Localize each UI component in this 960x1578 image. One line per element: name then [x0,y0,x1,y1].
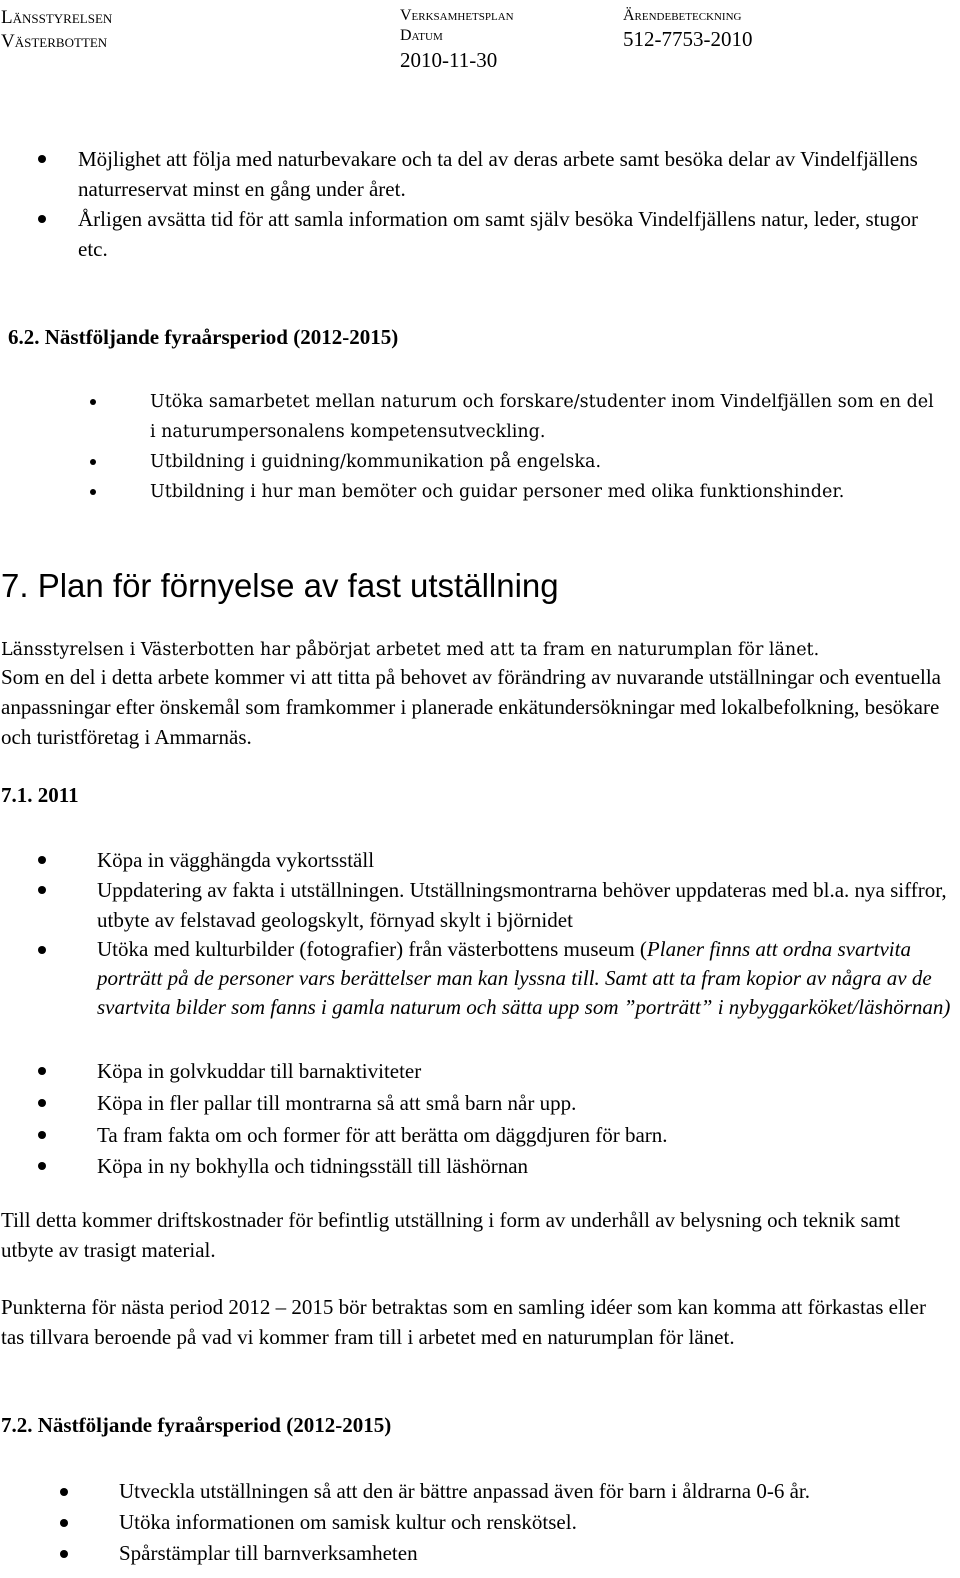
bullet-text: Utöka samarbetet mellan naturum och forskare/studenter inom Vindelfjällen som en del i naturumpersonalens kompetensutveckling. [150,392,934,442]
org-line-1: Länsstyrelsen [1,7,113,28]
bullet-text: Uppdatering av fakta i utställningen. Utställningsmontrarna behöver uppdateras med bl.a. nya siffror, utbyte av felstavad geologskylt, förnyad skylt i björnidet [97,878,947,932]
bullet-dot-icon [60,1488,68,1496]
costs-paragraph: Till detta kommer driftskostnader för befintlig utställning i form av underhåll av belysning och teknik samt utbyte av trasigt material. [1,1208,901,1262]
list-item [150,387,940,447]
bullet-dot-icon [38,1067,46,1075]
bullet-dot-icon [90,459,96,465]
bullet-text-italic: Planer finns att ordna svartvita porträtt på de personer vars berättelser man kan lyssna till. Samt att ta fram kopior av några av de svartvita bilder som fanns i gamla naturum och sätta upp som ”porträtt” i nybyggarköket/läshörnan) [97,937,951,1019]
bullet-text: Köpa in ny bokhylla och tidningsställ till läshörnan [97,1154,529,1178]
bullet-text: Utveckla utställningen så att den är bättre anpassad även för barn i åldrarna 0-6 år. [119,1479,810,1503]
section-7-2-bullet-list [119,1476,954,1569]
list-item [150,477,940,507]
ref-value: 512-7753-2010 [623,27,753,52]
bullet-dot-icon [38,1099,46,1107]
list-item [150,447,940,477]
ref-label: Ärendebeteckning [623,7,742,24]
list-item [97,1120,957,1150]
list-item [97,845,957,875]
section-6-2-heading: 6.2. Nästföljande fyraårsperiod (2012-2015) [8,325,399,349]
bullet-dot-icon [60,1550,68,1558]
section-7-paragraph: Som en del i detta arbete kommer vi att titta på behovet av förändring av nuvarande utställningar och eventuella anpassningar efter önskemål som framkommer i planerade enkätundersökningar med lokalbefolkning, besökare och turistföretag i Ammarnäs. [1,665,942,749]
points-paragraph: Punkterna för nästa period 2012 – 2015 bör betraktas som en samling idéer som kan komma att förkastas eller tas tillvara beroende på vad vi kommer fram till i arbetet med en naturumplan för länet. [1,1295,926,1349]
list-item [119,1476,954,1507]
list-item [97,1151,957,1181]
intro-bullet-list [78,144,948,264]
bullet-dot-icon [38,215,46,223]
org-line-2: Västerbotten [1,31,108,53]
section-6-2-bullet-list [150,387,940,507]
list-item [119,1538,954,1569]
section-7-1-heading: 7.1. 2011 [1,783,79,807]
section-7-1-bullet-list [97,845,957,1181]
bullet-dot-icon [38,886,46,894]
doc-meta [400,6,514,74]
bullet-dot-icon [38,1131,46,1139]
bullet-text: Utöka informationen om samisk kultur och renskötsel. [119,1510,577,1534]
bullet-dot-icon [38,155,46,163]
org-name [1,6,112,55]
bullet-text: Köpa in golvkuddar till barnaktiviteter [97,1059,422,1083]
bullet-text-plain: Utöka med kulturbilder (fotografier) från västerbottens museum ( [97,937,647,961]
bullet-text: Köpa in fler pallar till montrarna så att små barn når upp. [97,1091,577,1115]
list-item [78,204,948,264]
reference [623,6,753,53]
section-7-heading: 7. Plan för förnyelse av fast utställning [1,567,559,604]
bullet-dot-icon [90,489,96,495]
doc-type: Verksamhetsplan [400,7,514,24]
date-label: Datum [400,27,443,45]
bullet-dot-icon [60,1519,68,1527]
date-value: 2010-11-30 [400,47,498,72]
section-7-2-heading: 7.2. Nästföljande fyraårsperiod (2012-2015) [1,1413,392,1437]
bullet-text: Årligen avsätta tid för att samla information om samt själv besöka Vindelfjällens natur, leder, stugor etc. [78,207,918,261]
bullet-text: Spårstämplar till barnverksamheten [119,1541,418,1565]
bullet-text: Möjlighet att följa med naturbevakare och ta del av deras arbete samt besöka delar av Vindelfjällens naturreservat minst en gång under året. [78,147,918,201]
list-item [78,144,948,204]
bullet-text: Utbildning i hur man bemöter och guidar personer med olika funktionshinder. [150,482,845,502]
bullet-text: Utbildning i guidning/kommunikation på engelska. [150,452,602,472]
bullet-dot-icon [90,399,96,405]
list-item [97,1088,957,1118]
section-7-paragraph-line-1: Länsstyrelsen i Västerbotten har påbörjat arbetet med att ta fram en naturumplan för länet. [1,640,820,660]
bullet-text: Köpa in vägghängda vykortsställ [97,848,375,872]
bullet-dot-icon [38,946,46,954]
list-item [119,1507,954,1538]
bullet-dot-icon [38,856,46,864]
list-item [97,1056,957,1086]
list-item [97,935,957,1053]
list-item [97,875,957,935]
bullet-dot-icon [38,1162,46,1170]
bullet-text: Ta fram fakta om och former för att berätta om däggdjuren för barn. [97,1123,668,1147]
